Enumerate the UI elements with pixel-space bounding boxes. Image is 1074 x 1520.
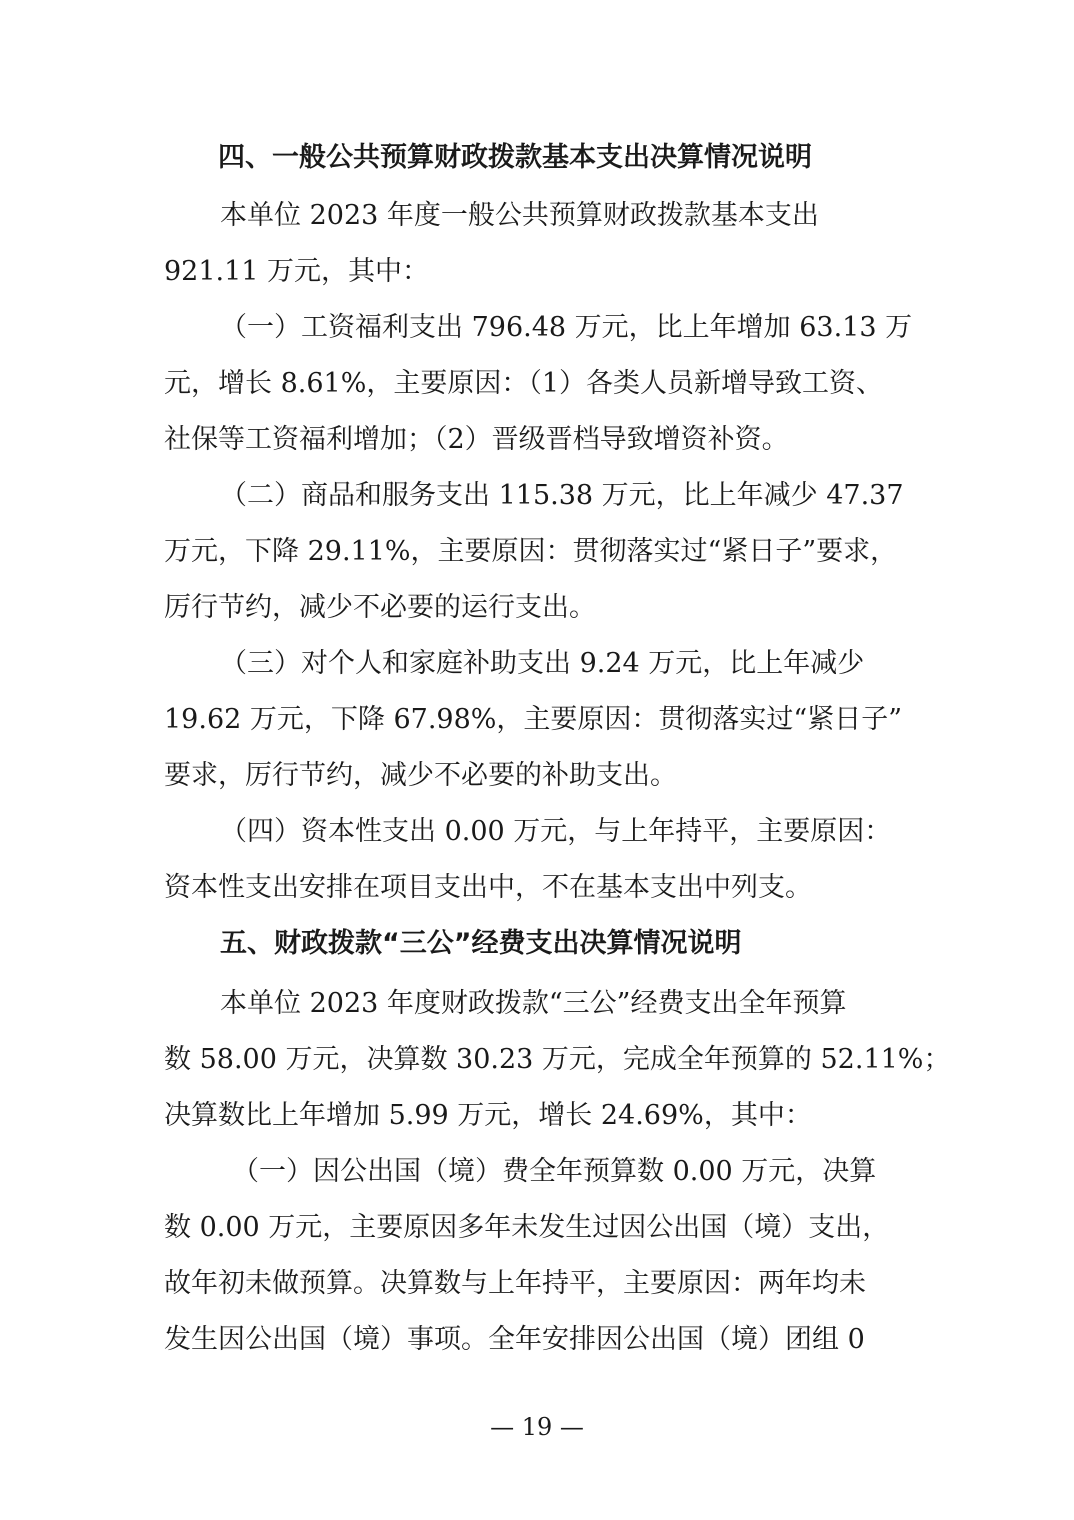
s4-p2-line-2: 元，增长 8.61%，主要原因：（1）各类人员新增导致工资、 xyxy=(164,368,884,399)
section-4-heading: 四、一般公共预算财政拨款基本支出决算情况说明 xyxy=(218,142,812,173)
s5-p2-line-4: 发生因公出国（境）事项。全年安排因公出国（境）团组 0 xyxy=(164,1324,865,1355)
s5-p1-line-2: 数 58.00 万元，决算数 30.23 万元，完成全年预算的 52.11%； xyxy=(164,1044,951,1075)
s4-p3-line-1: （二）商品和服务支出 115.38 万元，比上年减少 47.37 xyxy=(220,480,904,511)
s4-p3-line-2: 万元，下降 29.11%，主要原因：贯彻落实过“紧日子”要求， xyxy=(164,536,898,567)
s5-p1-line-1: 本单位 2023 年度财政拨款“三公”经费支出全年预算 xyxy=(220,988,847,1019)
s5-p1-line-3: 决算数比上年增加 5.99 万元，增长 24.69%，其中： xyxy=(164,1100,812,1131)
s4-p3-line-3: 厉行节约，减少不必要的运行支出。 xyxy=(164,592,596,623)
s4-p2-line-1: （一）工资福利支出 796.48 万元，比上年增加 63.13 万 xyxy=(220,312,913,343)
s4-p4-line-1: （三）对个人和家庭补助支出 9.24 万元，比上年减少 xyxy=(220,648,865,679)
s4-p5-line-2: 资本性支出安排在项目支出中，不在基本支出中列支。 xyxy=(164,872,812,903)
s4-p4-line-2: 19.62 万元，下降 67.98%，主要原因：贯彻落实过“紧日子” xyxy=(164,704,903,735)
s4-p4-line-3: 要求，厉行节约，减少不必要的补助支出。 xyxy=(164,760,677,791)
s5-p2-line-3: 故年初未做预算。决算数与上年持平，主要原因：两年均未 xyxy=(164,1268,866,1299)
s4-p5-line-1: （四）资本性支出 0.00 万元，与上年持平，主要原因： xyxy=(220,816,892,847)
s4-p1-line-1: 本单位 2023 年度一般公共预算财政拨款基本支出 xyxy=(220,200,819,231)
page-number: — 19 — xyxy=(490,1413,584,1441)
s5-p2-line-1: （一）因公出国（境）费全年预算数 0.00 万元，决算 xyxy=(232,1156,877,1187)
s4-p2-line-3: 社保等工资福利增加；（2）晋级晋档导致增资补资。 xyxy=(164,424,789,455)
s5-p2-line-2: 数 0.00 万元，主要原因多年未发生过因公出国（境）支出， xyxy=(164,1212,890,1243)
s4-p1-line-2: 921.11 万元，其中： xyxy=(164,256,430,287)
section-5-heading: 五、财政拨款“三公”经费支出决算情况说明 xyxy=(220,928,742,959)
